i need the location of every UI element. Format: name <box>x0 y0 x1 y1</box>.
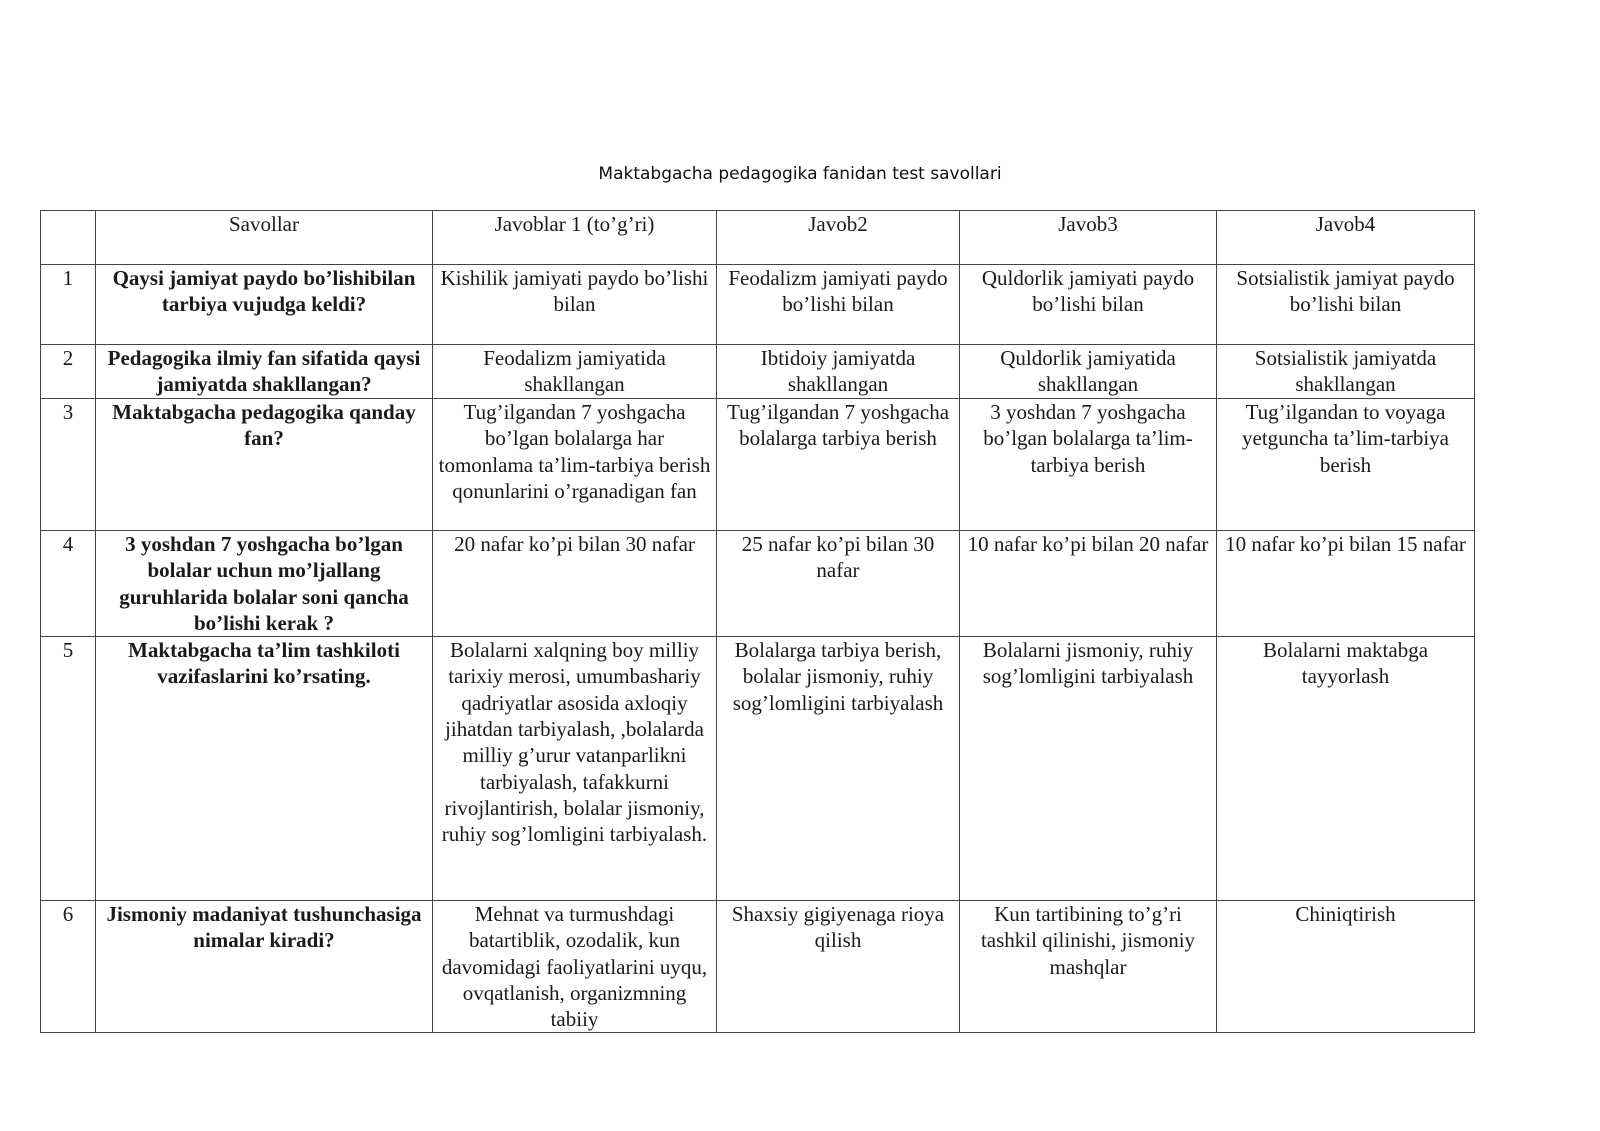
answer-4-cell: Tug’ilgandan to voyaga yetguncha ta’lim-tarbiya berish <box>1217 399 1475 531</box>
answer-1-cell <box>433 901 717 1033</box>
answer-4-cell: Bolalarni maktabga tayyorlash <box>1217 637 1475 901</box>
test-questions-table <box>40 210 1475 1033</box>
answer-1-cell: Bolalarni xalqning boy milliy tarixiy merosi, umumbashariy qadriyatlar asosida axloqiy jihatdan tarbiyalash, ,bolalarda milliy g’urur vatanparlikni tarbiyalash, tafakkurni rivojlantirish, bolalar jismoniy, ruhiy sog’lomligini tarbiyalash. <box>433 637 717 901</box>
row-number: 1 <box>41 265 96 345</box>
row-number: 3 <box>41 399 96 531</box>
header-questions: Savollar <box>96 211 433 265</box>
answer-3-cell: Quldorlik jamiyatida shakllangan <box>960 345 1217 399</box>
header-answer-4: Javob4 <box>1217 211 1475 265</box>
answer-3-cell: Bolalarni jismoniy, ruhiy sog’lomligini tarbiyalash <box>960 637 1217 901</box>
answer-2-cell: Shaxsiy gigiyenaga rioya qilish <box>717 901 960 1033</box>
table-row <box>41 345 1475 399</box>
table-row <box>41 265 1475 345</box>
question-cell: Pedagogika ilmiy fan sifatida qaysi jamiyatda shakllangan? <box>96 345 433 399</box>
answer-2-cell: Feodalizm jamiyati paydo bo’lishi bilan <box>717 265 960 345</box>
answer-1-cell: Kishilik jamiyati paydo bo’lishi bilan <box>433 265 717 345</box>
answer-1-cell: Tug’ilgandan 7 yoshgacha bo’lgan bolalarga har tomonlama ta’lim-tarbiya berish qonunlarini o’rganadigan fan <box>433 399 717 531</box>
answer-3-cell: 3 yoshdan 7 yoshgacha bo’lgan bolalarga ta’lim-tarbiya berish <box>960 399 1217 531</box>
table-row <box>41 531 1475 637</box>
header-answer-1: Javoblar 1 (to’g’ri) <box>433 211 717 265</box>
answer-1-cell: Feodalizm jamiyatida shakllangan <box>433 345 717 399</box>
row-number: 2 <box>41 345 96 399</box>
question-cell: 3 yoshdan 7 yoshgacha bo’lgan bolalar uchun mo’ljallang guruhlarida bolalar soni qancha bo’lishi kerak ? <box>96 531 433 637</box>
answer-4-cell: Sotsialistik jamiyat paydo bo’lishi bilan <box>1217 265 1475 345</box>
answer-3-cell: 10 nafar ko’pi bilan 20 nafar <box>960 531 1217 637</box>
answer-2-cell: 25 nafar ko’pi bilan 30 nafar <box>717 531 960 637</box>
answer-3-cell: Kun tartibining to’g’ri tashkil qilinishi, jismoniy mashqlar <box>960 901 1217 1033</box>
question-cell: Maktabgacha ta’lim tashkiloti vazifaslarini ko’rsating. <box>96 637 433 901</box>
row-number: 5 <box>41 637 96 901</box>
header-number <box>41 211 96 265</box>
answer-2-cell: Bolalarga tarbiya berish, bolalar jismoniy, ruhiy sog’lomligini tarbiyalash <box>717 637 960 901</box>
question-cell: Qaysi jamiyat paydo bo’lishibilan tarbiya vujudga keldi? <box>96 265 433 345</box>
table-row <box>41 901 1475 1033</box>
page-title: Maktabgacha pedagogika fanidan test savollari <box>598 164 1002 184</box>
answer-1-cell: 20 nafar ko’pi bilan 30 nafar <box>433 531 717 637</box>
answer-2-cell: Tug’ilgandan 7 yoshgacha bolalarga tarbiya berish <box>717 399 960 531</box>
table-row <box>41 399 1475 531</box>
question-cell: Jismoniy madaniyat tushunchasiga nimalar kiradi? <box>96 901 433 1033</box>
question-cell: Maktabgacha pedagogika qanday fan? <box>96 399 433 531</box>
header-answer-3: Javob3 <box>960 211 1217 265</box>
answer-2-cell: Ibtidoiy jamiyatda shakllangan <box>717 345 960 399</box>
row-number: 6 <box>41 901 96 1033</box>
row-number: 4 <box>41 531 96 637</box>
table-header-row <box>41 211 1475 265</box>
answer-3-cell: Quldorlik jamiyati paydo bo’lishi bilan <box>960 265 1217 345</box>
answer-4-cell: Sotsialistik jamiyatda shakllangan <box>1217 345 1475 399</box>
header-answer-2: Javob2 <box>717 211 960 265</box>
answer-4-cell: Chiniqtirish <box>1217 901 1475 1033</box>
answer-4-cell: 10 nafar ko’pi bilan 15 nafar <box>1217 531 1475 637</box>
answer-1-text: Mehnat va turmushdagi batartiblik, ozodalik, kun davomidagi faoliyatlarini uyqu, ovqatlanish, organizmning tabiiy <box>441 902 708 1032</box>
table-row <box>41 637 1475 901</box>
